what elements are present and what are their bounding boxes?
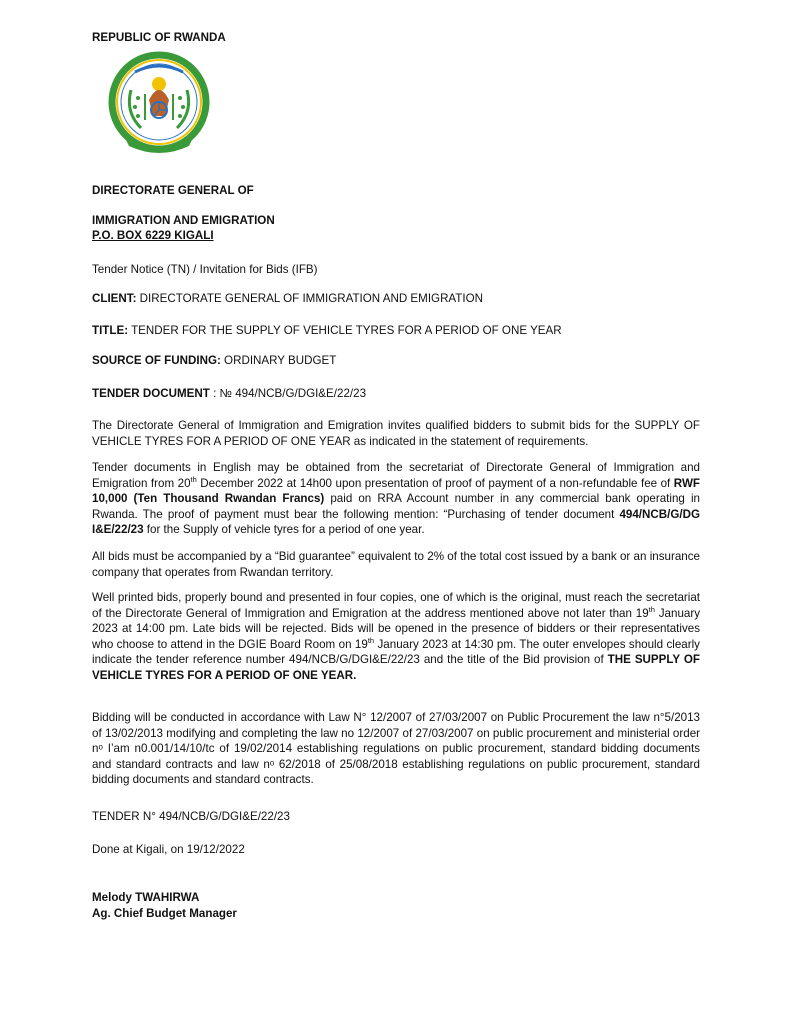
client-value: DIRECTORATE GENERAL OF IMMIGRATION AND EMIGRATION: [136, 292, 484, 305]
directorate-line2: IMMIGRATION AND EMIGRATION: [92, 214, 275, 227]
client-line: [92, 291, 483, 306]
fee-amount: RWF 10,000 (Ten Thousand Rwandan Francs): [92, 476, 700, 506]
funding-label: SOURCE OF FUNDING:: [92, 354, 221, 367]
signatory-name: Melody TWAHIRWA: [92, 891, 200, 904]
signatory-role: Ag. Chief Budget Manager: [92, 907, 237, 920]
bid-provision-title: THE SUPPLY OF VEHICLE TYRES FOR A PERIOD OF ONE YEAR.: [92, 653, 700, 682]
paragraph-submission: Well printed bids, properly bound and presented in four copies, one of which is the original, must reach the secretariat of the Directorate General of Immigration and Emigration at the address mentioned above not later than 19th January 2023 at 14:00 pm. Late bids will be rejected. Bids will be opened in the presence of bidders or their representatives who choose to attend in the DGIE Board Room on 19th January 2023 at 14:30 pm. The outer envelopes should clearly indicate the tender reference number 494/NCB/G/DGI&E/22/23 and the title of the Bid provision of THE SUPPLY OF VEHICLE TYRES FOR A PERIOD OF ONE YEAR.: [92, 591, 700, 682]
tender-document-label: TENDER DOCUMENT: [92, 387, 210, 400]
po-box: P.O. BOX 6229 KIGALI: [92, 229, 214, 242]
title-value: TENDER FOR THE SUPPLY OF VEHICLE TYRES FOR A PERIOD OF ONE YEAR: [128, 324, 562, 337]
rwanda-coat-of-arms-emblem: [105, 50, 213, 162]
paragraph-invitation: The Directorate General of Immigration and Emigration invites qualified bidders to submit bids for the SUPPLY OF VEHICLE TYRES FOR A PERIOD OF ONE YEAR as indicated in the statement of requirements.: [92, 419, 700, 448]
title-label: TITLE:: [92, 324, 129, 337]
tender-number: TENDER N° 494/NCB/G/DGI&E/22/23: [92, 810, 290, 823]
notice-type: Tender Notice (TN) / Invitation for Bids (IFB): [92, 263, 318, 276]
paragraph-tender-documents: Tender documents in English may be obtained from the secretariat of Directorate General of Immigration and Emigration from 20th December 2022 at 14h00 upon presentation of proof of payment of a non-refundable fee of RWF 10,000 (Ten Thousand Rwandan Francs) paid on RRA Account number in any commercial bank operating in Rwanda. The proof of payment must bear the following mention: “Purchasing of tender document 494/NCB/G/DG I&E/22/23 for the Supply of vehicle tyres for a period of one year.: [92, 461, 700, 537]
tender-document-value: : № 494/NCB/G/DGI&E/22/23: [209, 387, 367, 400]
tender-document-line: [92, 386, 366, 401]
title-line: [92, 323, 562, 338]
funding-value: ORDINARY BUDGET: [220, 354, 337, 367]
paragraph-bid-guarantee: All bids must be accompanied by a “Bid guarantee” equivalent to 2% of the total cost issued by a bank or an insurance company that operates from Rwandan territory.: [92, 550, 700, 579]
directorate-line1: DIRECTORATE GENERAL OF: [92, 184, 254, 197]
paragraph-legal-basis: Bidding will be conducted in accordance with Law N° 12/2007 of 27/03/2007 on Public Procurement the law n°5/2013 of 13/02/2013 modifying and completing the law no 12/2007 of 27/03/2007 on public procurement and ministerial order nᵒ I’am n0.001/14/10/tc of 19/02/2014 establishing regulations on public procurement, standard bidding documents and standard contracts and law nᵒ 62/2018 of 25/08/2018 establishing regulations on public procurement, standard bidding documents and standard contracts.: [92, 711, 700, 787]
funding-line: [92, 353, 336, 368]
done-at-kigali: Done at Kigali, on 19/12/2022: [92, 843, 245, 856]
client-label: CLIENT:: [92, 292, 137, 305]
tender-reference: 494/NCB/G/DG I&E/22/23: [92, 507, 700, 537]
republic-heading: REPUBLIC OF RWANDA: [92, 31, 226, 44]
